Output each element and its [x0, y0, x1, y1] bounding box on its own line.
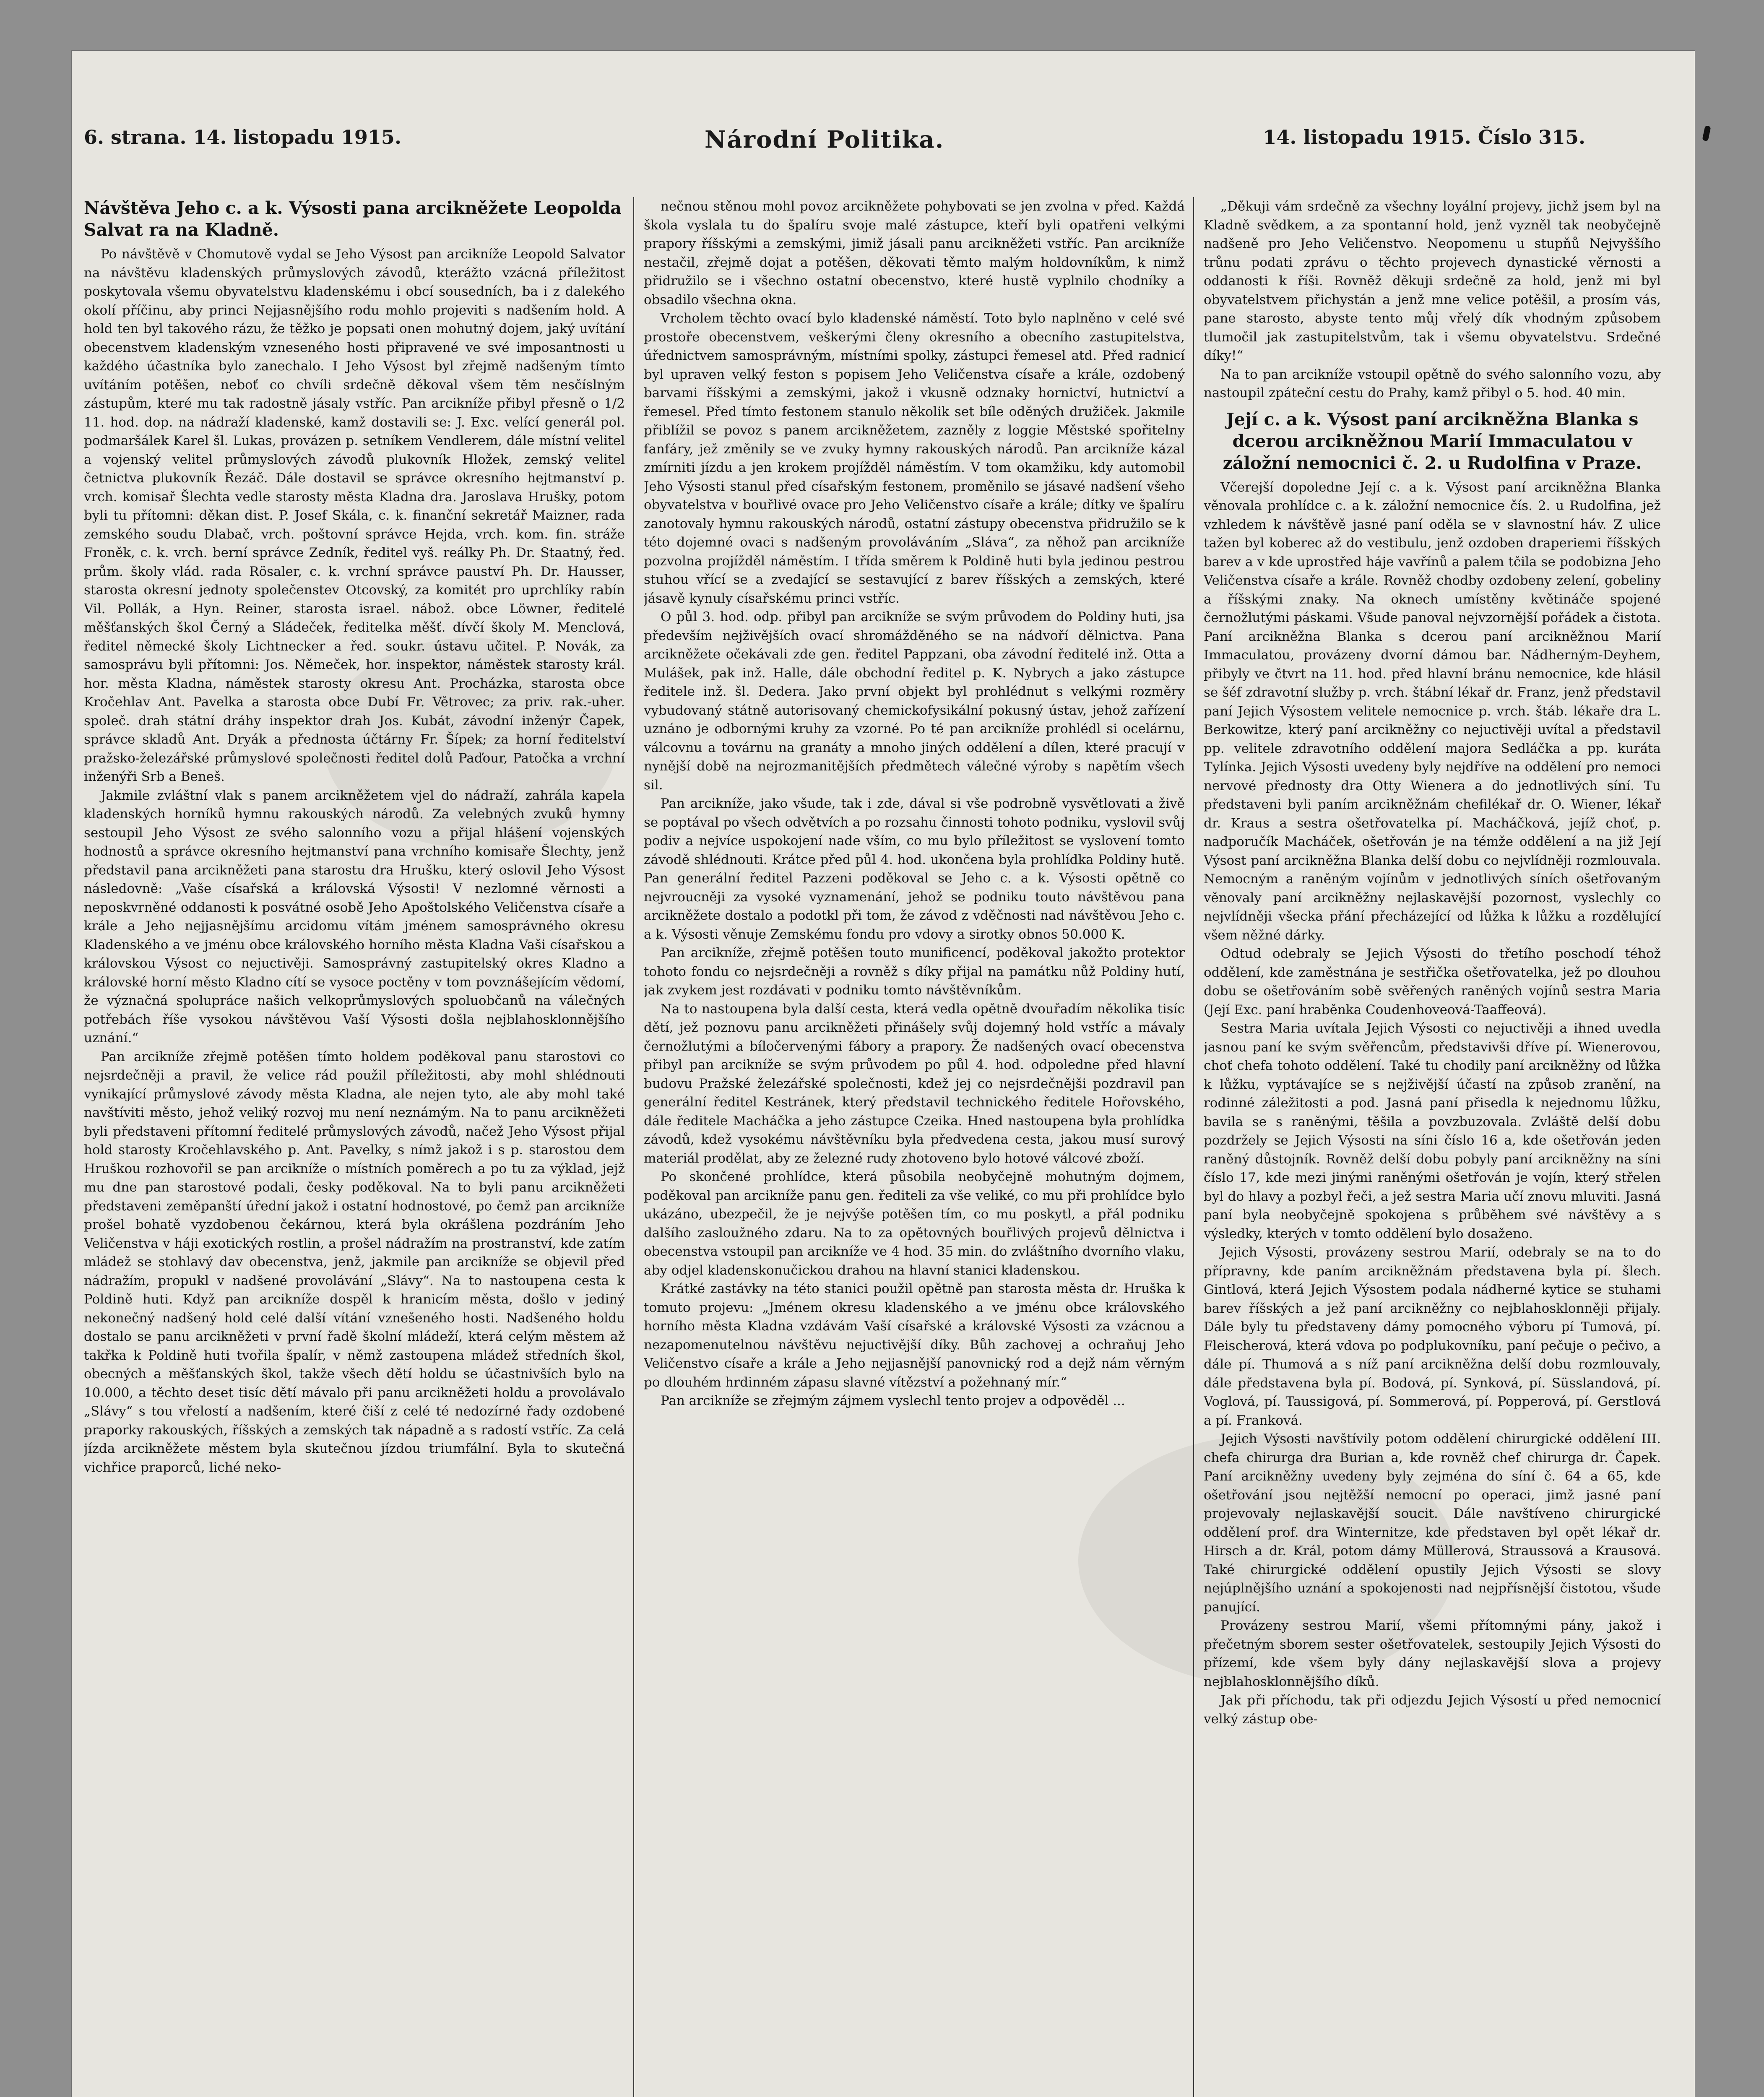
column-divider	[633, 197, 634, 2097]
article-paragraph: Vrcholem těchto ovací bylo kladenské náměstí. Toto bylo naplněno v celé své prostoře obecenstvem, veškerými členy okresního a obecního zastupitelstva, úřednictvem samosprávným, místními spolky, zástupci řemesel atd. Před radnicí byl upraven velký feston s popisem Jeho Veličenstva císaře a krále, ozdobený barvami říšskými a zemskými, jakož i vkusně odznaky hornictví, hutnictví a řemesel. Před tímto festonem stanulo několik set bíle oděných družiček. Jakmile přiblížil se povoz s panem arcikněžetem, zazněly z loggie Městské spořitelny fanfáry, jež změnily se ve zvuky hymny rakouských národů. Pan arcikníže kázal zmírniti jízdu a jen krokem projížděl náměstím. V tom okamžiku, kdy automobil Jeho Výsosti stanul před císařským festonem, proměnilo se jásavé nadšení všeho obyvatelstva v bouřlivé ovace pro Jeho Veličenstvo císaře a krále; dítky ve špalíru zanotovaly hymnu rakouských národů, ostatní zástupy obecenstva přidružilo se k této dojemné ovaci s nadšeným provoláváním „Sláva“, za něhož pan arcikníže pozvolna projížděl náměstím. I třída směrem k Poldině huti byla jedinou pestrou stuhou vřící se a zvedající se sestavující z barev říšských a zemských, které jásavě kynuly císařskému princi vstříc.	[644, 311, 1185, 606]
article-paragraph: Po skončené prohlídce, která působila neobyčejně mohutným dojmem, poděkoval pan arcikníže panu gen. řediteli za vše veliké, co mu při prohlídce bylo ukázáno, ubezpečil, že je nejvýše potěšen tím, co mu poskytl, a přál podniku dalšího zasloužného zdaru. Na to za opětovných bouřlivých projevů dělnictva i obecenstva vstoupil pan arcikníže ve 4 hod. 35 min. do zvláštního dvorního vlaku, aby odjel kladenskonučickou drahou na hlavní stanici kladenskou.	[644, 1169, 1185, 1278]
article-paragraph: Na to pan arcikníže vstoupil opětně do svého salonního vozu, aby nastoupil zpáteční cestu do Prahy, kamž přibyl o 5. hod. 40 min.	[1204, 367, 1661, 401]
article-paragraph: Po návštěvě v Chomutově vydal se Jeho Výsost pan arcikníže Leopold Salvator na návštěvu kladenských průmyslových závodů, kterážto vzácná příležitost poskytovala všemu obyvatelstvu kladenskému i obcí sousedních, ba i z dalekého okolí příčinu, aby princi Nejjasnějšího rodu mohlo projeviti s nadšením hold. A hold ten byl takového rázu, že těžko je popsati onen mohutný dojem, jaký uvítání obecenstvem kladenským vzneseného hosti připravené ve své imposantnosti u každého účastníka bylo zanechalo. I Jeho Výsost byl zřejmě nadšeným tímto uvítáním potěšen, neboť co chvíli srdečně děkoval všem těm nesčíslným zástupům, které mu tak radostně jásaly vstříc. Pan arcikníže přibyl přesně o 1/2 11. hod. dop. na nádraží kladenské, kamž dostavili se: J. Exc. velící generál pol. podmaršálek Karel šl. Lukas, provázen p. setníkem Vendlerem, dále místní velitel a vojenský velitel průmyslových závodů plukovník Hložek, zemský velitel četnictva plukovník Řezáč. Dále dostavil se správce okresního hejtmanství p. vrch. komisař Šlechta vedle starosty města Kladna dra. Jaroslava Hrušky, potom byli tu přítomni: děkan dist. P. Josef Skála, c. k. finanční sekretář Maizner, rada zemského soudu Dlabač, vrch. poštovní správce Hejda, vrch. kom. fin. stráže Froněk, c. k. vrch. berní správce Zedník, ředitel vyš. reálky Ph. Dr. Staatný, řed. prům. školy vlád. rada Rösaler, c. k. vrchní správce pauství Ph. Dr. Hausser, starosta okresní jednoty společenstev Otcovský, za komitét pro uprchlíky rabín Vil. Pollák, a Hyn. Reiner, starosta israel. nábož. obce Löwner, ředitelé měšťanských škol Černý a Sládeček, ředitelka měšť. dívčí školy M. Menclová, ředitel německé školy Lichtnecker a řed. soukr. ústavu učitel. P. Novák, za samosprávu byli přítomni: Jos. Němeček, hor. inspektor, náměstek starosty král. hor. města Kladna, náměstek starosty okresu Ant. Procházka, starosta obce Kročehlav Ant. Pavelka a starosta obce Dubí Fr. Větrovec; za priv. rak.-uher. společ. drah státní dráhy inspektor drah Jos. Kubát, závodní inženýr Čapek, správce skladů Ant. Dryák a přednosta účtárny Fr. Šípek; za horní ředitelství pražsko-železářské průmyslové společnosti ředitel dolů Paďour, Patočka a vrchní inženýři Srb a Beneš.	[84, 247, 625, 784]
column-2	[644, 197, 1185, 2097]
article-paragraph: Jakmile zvláštní vlak s panem arcikněžetem vjel do nádraží, zahrála kapela kladenských horníků hymnu rakouských národů. Za velebných zvuků hymny sestoupil Jeho Výsost ze svého salonního vozu a přijal hlášení vojenských hodnostů a správce okresního hejtmanství pana vrchního komisaře Šlechty, jenž představil pana arcikněžeti pana starostu dra Hrušku, který oslovil Jeho Výsost následovně: „Vaše císařská a královská Výsosti! V nezlomné věrnosti a neposkvrněné oddanosti k posvátné osobě Jeho Apoštolského Veličenstva císaře a krále a Jeho nejjasnějšímu arcidomu vítám jménem samosprávného okresu Kladenského a ve jménu obce královského horního města Kladna Vaši císařskou a královskou Výsost co nejuctivěji. Samosprávný zastupitelský okres Kladno a královské horní město Kladno cítí se vysoce poctěny v tom povznášejícím vědomí, že význačná spolupráce našich velkoprůmyslových spoluobčanů na válečných potřebách říše vysokou návštěvou Vaší Výsosti došla nejblahosklonnějšího uznání.“	[84, 788, 625, 1046]
article-paragraph: Jejich Výsosti, provázeny sestrou Marií, odebraly se na to do přípravny, kde paním arcikněžnám představena byla pí. šlech. Gintlová, která Jejich Výsostem podala nádherné kytice se stuhami barev říšských a jež paní arcikněžny co nejblahosklonněji přijaly. Dále byly tu představeny dámy pomocného výboru pí Tumová, pí. Fleischerová, která vdova po podplukovníku, paní pečuje o pečivo, a dále pí. Thumová a s níž paní arcikněžna delší dobu rozmlouvaly, dále představena byla pí. Bodová, pí. Synková, pí. Süsslandová, pí. Voglová, pí. Taussigová, pí. Sommerová, pí. Popperová, pí. Gerstlová a pí. Franková.	[1204, 1245, 1661, 1428]
article-paragraph: „Děkuji vám srdečně za všechny loyální projevy, jichž jsem byl na Kladně svědkem, a za spontanní hold, jenž vyzněl tak neobyčejně nadšeně pro Jeho Veličenstvo. Neopomenu u stupňů Nejvyššího trůnu podati zprávu o těchto projevech dynastické věrnosti a oddanosti k říši. Rovněž děkuji srdečně za hold, jenž mi byl obyvatelstvem přichystán a jenž mne velice potěšil, a prosím vás, pane starosto, abyste tento můj vřelý dík vhodným způsobem tlumočil jak zastupitelstvům, tak i všemu obyvatelstvu. Srdečné díky!“	[1204, 199, 1661, 363]
article-paragraph: Provázeny sestrou Marií, všemi přítomnými pány, jakož i přečetným sborem sester ošetřovatelek, sestoupily Jejich Výsosti do přízemí, kde všem byly dány nejlaskavější slova a projevy nejblahosklonnějšího díků.	[1204, 1618, 1661, 1689]
article-headline: Návštěva Jeho c. a k. Výsosti pana arcikněžete Leopolda Salvat ra na Kladně.	[84, 198, 622, 240]
article-paragraph: Pan arcikníže zřejmě potěšen tímto holdem poděkoval panu starostovi co nejsrdečněji a pravil, že velice rád použil příležitosti, aby mohl shlédnouti vynikající průmyslové závody města Kladna, ale nejen tyto, ale aby mohl také navštíviti město, jehož veliký rozvoj mu není neznámým. Na to panu arcikněžeti byli představeni přítomní ředitelé průmyslových závodů, načež Jeho Výsost přijal hold starosty Kročehlavského p. Ant. Pavelky, s nímž jakož i s p. starostou dem Hruškou rozhovořil se pan arcikníže o místních poměrech a po tu za výklad, jejž mu dne pan starostové podali, česky poděkoval. Na to byli panu arcikněžeti představeni zeměpanští úřední jakož i ostatní hodnostové, po čemž pan arcikníže prošel bohatě vyzdobenou čekárnou, která byla okrášlena pozdráním Jeho Veličenstva v háji exotických rostlin, a prošel nádražím na prostranství, kde zatím mládež se stohlavý dav obecenstva, jenž, jakmile pan arcikníže se objevil před nádražím, propukl v nadšené provolávání „Slávy“. Na to nastoupena cesta k Poldině huti. Když pan arcikníže dospěl k hranicím města, došlo v jediný nekonečný nadšený hold celé další vítání vznešeného hosti. Nadšeného holdu dostalo se panu arcikněžeti v první řadě školní mládeží, která celým městem až takřka k Poldině huti tvořila špalír, v němž zastoupena mládež středních škol, obecných a měšťanských škol, takže všech dětí holdu se účastnivších bylo na 10.000, a těchto deset tisíc dětí mávalo při panu arcikněžeti holdu a provolávalo „Slávy“ s tou vřelostí a nadšením, které čiší z celé té nedozírné řady ozdobené praporky rakouských, říšských a zemských tak nápadně a s radostí vstříc. Za celá jízda arcikněžete městem byla skutečnou jízdou triumfální. Byla to skutečná vichřice praporců, liché neko-	[84, 1049, 625, 1475]
article-paragraph: Pan arcikníže se zřejmým zájmem vyslechl tento projev a odpověděl ...	[661, 1393, 1125, 1408]
article-paragraph: Krátké zastávky na této stanici použil opětně pan starosta města dr. Hruška k tomuto projevu: „Jménem okresu kladenského a ve jménu obce královského horního města Kladna vzdávám Vaší císařské a královské Výsosti za vzácnou a nezapomenutelnou návštěvu nejuctivější díky. Bůh zachovej a ochraňuj Jeho Veličenstvo císaře a krále a Jeho nejjasnější panovnický rod a dejž nám věrným po dlouhém hrdinném zápasu slavné vítězství a požehnaný mír.“	[644, 1281, 1185, 1390]
column-3	[1204, 197, 1661, 2097]
masthead-title: Národní Politika.	[705, 126, 944, 154]
article-paragraph: O půl 3. hod. odp. přibyl pan arcikníže se svým průvodem do Poldiny huti, jsa především nejživějších ovací shromážděného se na nádvoří dělnictva. Pana arcikněžete očekávali zde gen. ředitel Pappzani, oba závodní ředitelé inž. Otta a Mulášek, pak inž. Halle, dále obchodní ředitel p. K. Nybrych a jako zástupce ředitele inž. šl. Dedera. Jako první objekt byl prohlédnut s velkými rozměry vybudovaný státně autorisovaný chemickofysikální pokusný ústav, jehož zařízení uznáno je odbornými kruhy za vzorné. Po té pan arcikníže prohlédl si ocelárnu, válcovnu a továrnu na granáty a mnoho jiných oddělení a dílen, které pracují v nynější době na nejrozmanitějších předmětech válečné výroby s napětím všech sil.	[644, 609, 1185, 793]
article-paragraph: Pan arcikníže, jako všude, tak i zde, dával si vše podrobně vysvětlovati a živě se poptával po všech odvětvích a po rozsahu činnosti tohoto podniku, vyslovil svůj podiv a nejvíce uspokojení nade vším, co mu bylo příležitost se vyslovení tomto závodě shlédnouti. Krátce před půl 4. hod. ukončena byla prohlídka Poldiny hutě. Pan generální ředitel Pazzeni poděkoval se Jeho c. a k. Výsosti opětně co nejvroucněji za vysoké vyznamenání, jehož se podniku touto návštěvou pana arcikněžete dostalo a podotkl při tom, že závod z vděčnosti nad návštěvou Jeho c. a k. Výsosti věnuje Zemskému fondu pro vdovy a sirotky obnos 50.000 K.	[644, 796, 1185, 942]
article-paragraph: Jak při příchodu, tak při odjezdu Jejich Výsostí u před nemocnicí velký zástup obe-	[1204, 1693, 1661, 1727]
article-paragraph: Jejich Výsosti navštívily potom oddělení chirurgické oddělení III. chefa chirurga dra Burian a, kde rovněž chef chirurga dr. Čapek. Paní arcikněžny uvedeny byly zejména do síní č. 64 a 65, kde ošetřování jsou nejtěžší nemocní po operaci, jimž jasné paní projevovaly nejlaskavější soucit. Dále navštíveno chirurgické oddělení prof. dra Winternitze, kde představen byl opět lékař dr. Hirsch a dr. Král, potom dámy Müllerová, Straussová a Krausová. Také chirurgické oddělení opustily Jejich Výsosti se slovy nejúplnějšího uznání a spokojenosti nad nejpřísnější čistotou, všude panující.	[1204, 1431, 1661, 1615]
column-1	[84, 197, 625, 2097]
article-paragraph: Sestra Maria uvítala Jejich Výsosti co nejuctivěji a ihned uvedla jasnou paní ke svým svěřencům, představivši dříve pí. Wienerovou, choť chefa tohoto oddělení. Také tu chodily paní arcikněžny od lůžka k lůžku, vyptávajíce se s nejživější účastí na způsob zranění, na rodinné záležitosti a pod. Jasná paní přisedla k nejednomu lůžku, bavila se s raněnými, těšila a povzbuzovala. Zvláště delší dobu pozdržely se Jejich Výsosti na síni číslo 16 a, kde ošetřován jeden raněný důstojník. Rovněž delší dobu pobyly paní arcikněžny na síni číslo 17, kde mezi jinými raněnými ošetřován je vojín, který střelen byl do hlavy a pozbyl řeči, a jež sestra Maria učí znovu mluviti. Jasná paní byla neobyčejně spokojena s průběhem své návštěvy a s výsledky, kterých v tomto oddělení bylo dosaženo.	[1204, 1021, 1661, 1241]
column-divider	[1193, 197, 1194, 2097]
article-paragraph: Včerejší dopoledne Její c. a k. Výsost paní arcikněžna Blanka věnovala prohlídce c. a k. záložní nemocnice čís. 2. u Rudolfina, jež vzhledem k návštěvě jasné paní oděla se v slavnostní háv. Z ulice tažen byl koberec až do vestibulu, jenž ozdoben draperiemi říšských barev a v kde uprostřed háje vavřínů a palem tčila se podobizna Jeho Veličenstva císaře a krále. Rovněž chodby ozdobeny zelení, gobeliny a říšskými znaky. Na oknech umístěny květináče spojené černožlutými páskami. Všude panoval nejvzornější pořádek a čistota. Paní arcikněžna Blanka s dcerou paní arcikněžnou Marií Immaculatou, provázeny dvorní dámou bar. Nádherným-Deyhem, přibyly ve čtvrt na 11. hod. před hlavní bránu nemocnice, kde hlásil se šéf zdravotní služby p. vrch. štábní lékař dr. Franz, jenž představil paní Jejich Výsostem velitele nemocnice p. vrch. štáb. lékaře dra L. Berkowitze, který paní arcikněžny co nejuctivěji uvítal a představil pp. velitele zdravotního oddělení majora Sedláčka a pp. kuráta Tylínka. Jejich Výsosti uvedeny byly nejdříve na oddělení pro nemoci nervové přednosty dra Otty Wienera a do jednotlivých síní. Tu představeni byli paním arcikněžnám chefilékař dr. O. Wiener, lékař dr. Kraus a sestra ošetřovatelka pí. Macháčková, jejíž choť, p. nadporučík Macháček, ošetřován je na témže oddělení a na již Její Výsost paní arcikněžna Blanka delší dobu co nejvlídněji rozmlouvala. Nemocným a raněným vojínům v jednotlivých síních ošetřovaným věnovaly paní arcikněžny nejlaskavější pozornost, vyslechly co nejvlídněji všecka přání přecházející od lůžka k lůžku a rozdělující všem něžné dárky.	[1204, 479, 1661, 943]
header-right: 14. listopadu 1915. Číslo 315.	[1263, 126, 1585, 148]
article-paragraph: nečnou stěnou mohl povoz arcikněžete pohybovati se jen zvolna v před. Každá škola vyslala tu do špalíru svoje malé zástupce, kteří byli opatřeni velkými prapory říšskými a zemskými, jimiž jásali panu arcikněžeti vstříc. Pan arcikníže nestačil, zřejmě dojat a potěšen, děkovati těmto malým holdovníkům, k nimž přidružilo se i všechno ostatní obecenstvo, které hustě vyplnilo chodníky a obsadilo všechna okna.	[644, 199, 1185, 307]
article-paragraph: Odtud odebraly se Jejich Výsosti do třetího poschodí téhož oddělení, kde zaměstnána je sestřička ošetřovatelka, jež po dlouhou dobu se ošetřováním sobě svěřených raněných vojínů sestra Maria (Její Exc. paní hraběnka Coudenhoveová-Taaffeová).	[1204, 946, 1661, 1017]
header-left: 6. strana. 14. listopadu 1915.	[84, 126, 401, 148]
article-paragraph: Na to nastoupena byla další cesta, která vedla opětně dvouřadím několika tisíc dětí, jež poznovu panu arcikněžeti přinášely svůj dojemný hold vstříc a mávaly černožlutými a bíločervenými fábory a prapory. Že nadšených ovací obecenstva přibyl pan arcikníže se svým průvodem po půl 4. hod. odpoledne před hlavní budovu Pražské železářské společnosti, kdež jej co nejsrdečnějši pozdravil pan generální ředitel Kestránek, který představil technického ředitele Hořovského, dále ředitele Macháčka a jeho zástupce Czeika. Hned nastoupena byla prohlídka závodů, kdež vysokému návštěvníku byla předvedena cesta, jakou musí surový materiál prodělat, aby ze železné rudy zhotoveno bylo hotové válcové zboží.	[644, 1001, 1185, 1166]
article-paragraph: Pan arcikníže, zřejmě potěšen touto munificencí, poděkoval jakožto protektor tohoto fondu co nejsrdečněji a rovněž s díky přijal na památku nůž Poldiny hutí, jak zvykem jest rozdávati v podniku tomto návštěvníkům.	[644, 945, 1185, 998]
ink-mark	[1702, 125, 1711, 141]
page-header	[84, 126, 1636, 172]
article-headline: Její c. a k. Výsost paní arcikněžna Blanka s dcerou arcikněžnou Marií Immaculatou v záložní nemocnici č. 2. u Rudolfina v Praze.	[1223, 409, 1642, 473]
